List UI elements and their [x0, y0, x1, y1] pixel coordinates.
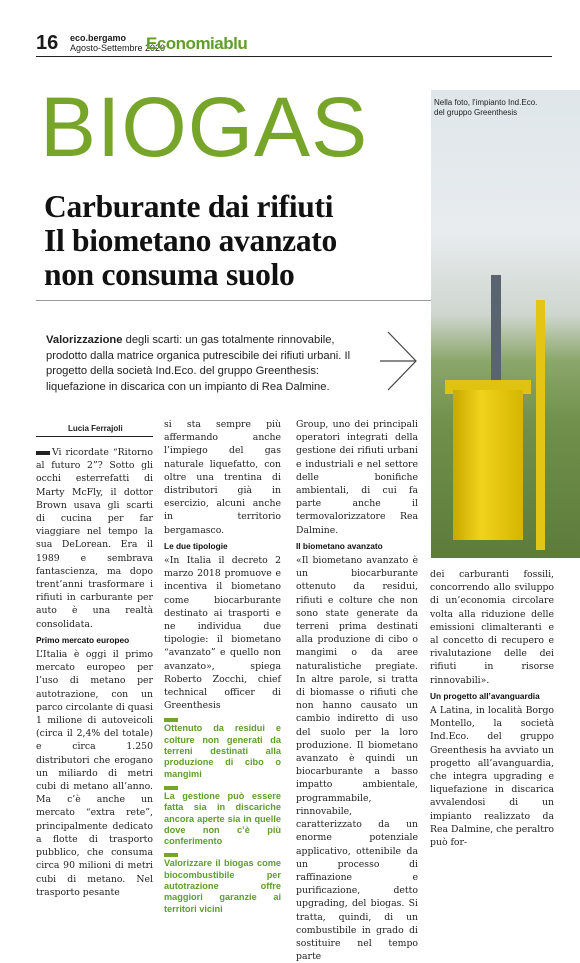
paragraph-marker — [36, 451, 50, 455]
photo-yellow-tank — [453, 390, 523, 540]
quote-marker — [164, 786, 178, 790]
pull-quote: La gestione può essere fatta sia in discariche ancora aperte sia in quelle dove non c’è più conferimento — [164, 786, 281, 847]
column-3 — [296, 418, 418, 963]
paragraph: Group, uno dei principali operatori integrati della gestione dei rifiuti urbani e industriali e nel settore delle bonifiche ambientali, di cui fa parte anche il termovalorizzatore Rea Dalmine. — [296, 419, 418, 536]
headline-line: non consuma suolo — [44, 257, 295, 292]
biogas-plant-photo — [431, 90, 580, 558]
quote-marker — [164, 718, 178, 722]
photo-caption: Nella foto, l'impianto Ind.Eco. del gruppo Greenthesis — [434, 98, 538, 117]
quote-marker — [164, 853, 178, 857]
headline-line: Carburante dai rifiuti — [44, 189, 334, 224]
header-rule — [36, 56, 552, 57]
kicker-title: BIOGAS — [40, 80, 369, 174]
page-number: 16 — [36, 32, 59, 54]
summary-text: degli scarti: un gas totalmente rinnovabile, prodotto dalla matrice organica putrescibile dei rifiuti urbani. Il progetto della società Ind.Eco. del gruppo Greenthesis: liquefazione in discarica con un impianto di Rea Dalmine. — [46, 334, 351, 393]
byline: Lucia Ferrajoli — [68, 424, 123, 433]
pull-quote: Ottenuto da residui e colture non generati da terreni destinati alla produzione di cibo o mangimi — [164, 718, 281, 779]
paragraph: «In Italia il decreto 2 marzo 2018 promuove e incentiva il biometano come biocarburante destinato ai trasporti e ne individua due tipologie: il biometano “avanzato” e quello non avanzato», spiega Roberto Zocchi, chief technical officer di Greenthesis — [164, 555, 281, 712]
column-4 — [430, 568, 554, 849]
headline — [44, 190, 434, 292]
column-1 — [36, 446, 153, 899]
headline-separator — [36, 300, 431, 301]
paragraph: Vi ricordate “Ritorno al futuro 2”? Sotto gli occhi esterrefatti di Marty McFly, il dottor Brown usava gli scarti di cucina per far viaggiare nel tempo la sua DeLorean. Era il 1989 e sembrava fantascienza, ma dopo trent’anni trasformare i rifiuti in carburante per auto è una realtà consolidata. — [36, 447, 153, 630]
paragraph: L’Italia è oggi il primo mercato europeo per l’uso di metano per autotrazione, con un parco circolante di quasi 1 milione di autoveicoli (circa il 2,4% del totale) e circa 1.250 distributori che erogano un miliardo di metri cubi di metano all’anno. Ma c’è anche un mercato “extra rete”, principalmente dedicato a flotte di trasporto pubblico, che consuma circa 90 milioni di metri cubi di metano. Nel trasporto pesante — [36, 649, 153, 898]
subheading: Le due tipologie — [164, 540, 228, 551]
photo-yellow-pipe — [536, 300, 545, 550]
pull-quote: Valorizzare il biogas come biocombustibile per autotrazione offre maggiori garanzie ai territori vicini — [164, 853, 281, 914]
paragraph: A Latina, in località Borgo Montello, la società Ind.Eco. del gruppo Greenthesis ha avviato un progetto all’avanguardia, che integra upgrading e liquefazione in discarica avvalendosi di un impianto realizzato da Rea Dalmine, che peraltro può for- — [430, 705, 555, 849]
column-2 — [164, 418, 281, 921]
photo-pipe — [491, 275, 501, 390]
paragraph: «Il biometano avanzato è un biocarburante ottenuto da residui, rifiuti e colture che non sono state generate da terreni prima destinati alla produzione di cibo o mangimi o da aree naturalistiche pregiate. In altre parole, si tratta di biomasse o rifiuti che non hanno causato un cambio indiretto di uso del suolo per la loro produzione. Il biometano avanzato è quindi un biocarburante a basso impatto ambientale, programmabile, rinnovabile, caratterizzato da un enorme potenziale applicativo, ottenibile da un processo di raffinazione e purificazione, detto upgrading, del biogas. Si tratta, quindi, di un combustibile in grado di sostituire nel tempo parte — [296, 555, 418, 963]
magazine-name: eco.bergamo — [70, 33, 127, 43]
byline-rule — [36, 436, 153, 437]
headline-line: Il biometano avanzato — [44, 223, 337, 258]
subheading: Primo mercato europeo — [36, 634, 130, 645]
subheading: Un progetto all’avanguardia — [430, 690, 540, 701]
arrow-right-icon — [380, 330, 420, 392]
paragraph: dei carburanti fossili, concorrendo allo sviluppo di un’economia circolare volta alla riduzione delle emissioni climalteranti e al concetto di recupero e rivalutazione delle dei rifiuti in risorse rinnovabili». — [430, 569, 554, 686]
section-name: Economiablu — [146, 34, 248, 53]
summary-bold: Valorizzazione — [46, 334, 123, 346]
issue-date: Agosto-Settembre 2020 — [70, 43, 166, 53]
paragraph: si sta sempre più affermando anche l’impiego del gas naturale liquefatto, con oltre una trentina di distributori già in esercizio, alcuni anche in territorio bergamasco. — [164, 419, 281, 536]
subheading: Il biometano avanzato — [296, 540, 383, 551]
summary — [46, 333, 378, 395]
pull-quotes — [164, 718, 281, 914]
